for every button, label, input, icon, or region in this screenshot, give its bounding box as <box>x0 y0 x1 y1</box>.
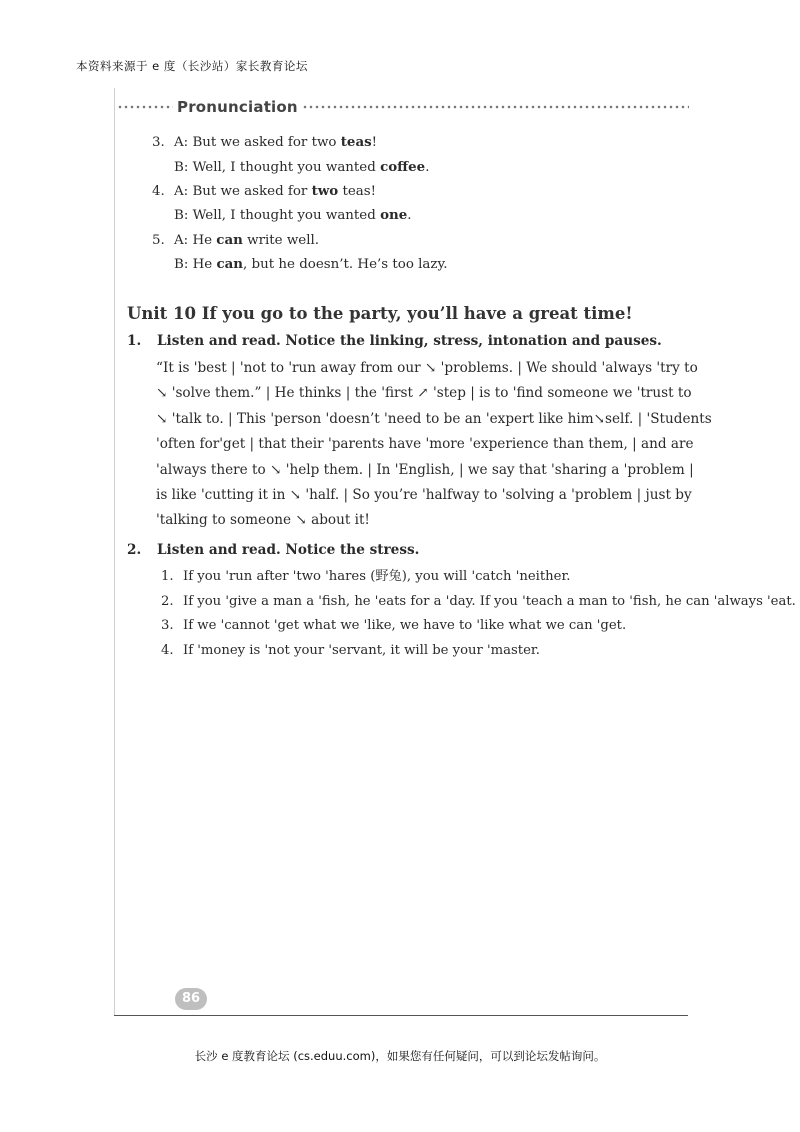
paragraph-line: ↘ 'solve them.” | He thinks | the 'first ↗ 'step | is to 'find someone we 'trust to <box>156 385 692 402</box>
paragraph-line: 'always there to ↘ 'help them. | In 'English, | we say that 'sharing a 'problem | <box>156 461 694 478</box>
dialog-5-b: B: He can, but he doesn’t. He’s too lazy. <box>174 256 448 272</box>
unit-title: Unit 10 If you go to the party, you’ll have a great time! <box>127 304 633 323</box>
section-1-heading: 1. Listen and read. Notice the linking, stress, intonation and pauses. <box>127 333 662 349</box>
list-item: 2. If you 'give a man a 'fish, he 'eats for a 'day. If you 'teach a man to 'fish, he can 'always 'eat. <box>161 593 796 609</box>
footer-note: 长沙 e 度教育论坛 (cs.eduu.com)，如果您有任何疑问，可以到论坛发帖询问。 <box>194 1049 606 1063</box>
source-note: 本资料来源于 e 度（长沙站）家长教育论坛 <box>76 59 308 73</box>
header-dots-left <box>117 105 173 109</box>
list-item: 4. If 'money is 'not your 'servant, it will be your 'master. <box>161 642 540 658</box>
section-header-title: Pronunciation <box>177 98 298 116</box>
section-header <box>115 96 689 118</box>
list-item: 3. If we 'cannot 'get what we 'like, we have to 'like what we can 'get. <box>161 618 627 633</box>
paragraph-line: 'often for'get | that their 'parents have 'more 'experience than them, | and are <box>156 436 694 453</box>
section-2-heading: 2. Listen and read. Notice the stress. <box>127 542 420 558</box>
dialog-4-a: 4. A: But we asked for two teas! <box>152 183 377 199</box>
paragraph-line: “It is 'best | 'not to 'run away from our ↘ 'problems. | We should 'always 'try to <box>156 360 698 376</box>
section-2-list <box>161 565 796 663</box>
dialog-3-a: 3. A: But we asked for two teas! <box>152 134 378 150</box>
paragraph-line: 'talking to someone ↘ about it! <box>156 512 370 529</box>
dialog-5-a: 5. A: He can write well. <box>152 232 320 248</box>
book-page <box>114 88 796 1015</box>
dialog-3-b: B: Well, I thought you wanted coffee. <box>174 159 430 175</box>
section-1-paragraph <box>156 356 712 534</box>
header-dots-right <box>302 105 689 109</box>
page-number-badge: 86 <box>175 988 207 1010</box>
paragraph-line: is like 'cutting it in ↘ 'half. | So you’re 'halfway to 'solving a 'problem | just by <box>156 487 692 504</box>
bottom-rule <box>114 1015 688 1016</box>
dialog-4-b: B: Well, I thought you wanted one. <box>174 207 412 223</box>
list-item: 1. If you 'run after 'two 'hares (野兔), you will 'catch 'neither. <box>161 569 571 584</box>
paragraph-line: ↘ 'talk to. | This 'person 'doesn’t 'need to be an 'expert like him↘self. | 'Students <box>156 410 712 427</box>
